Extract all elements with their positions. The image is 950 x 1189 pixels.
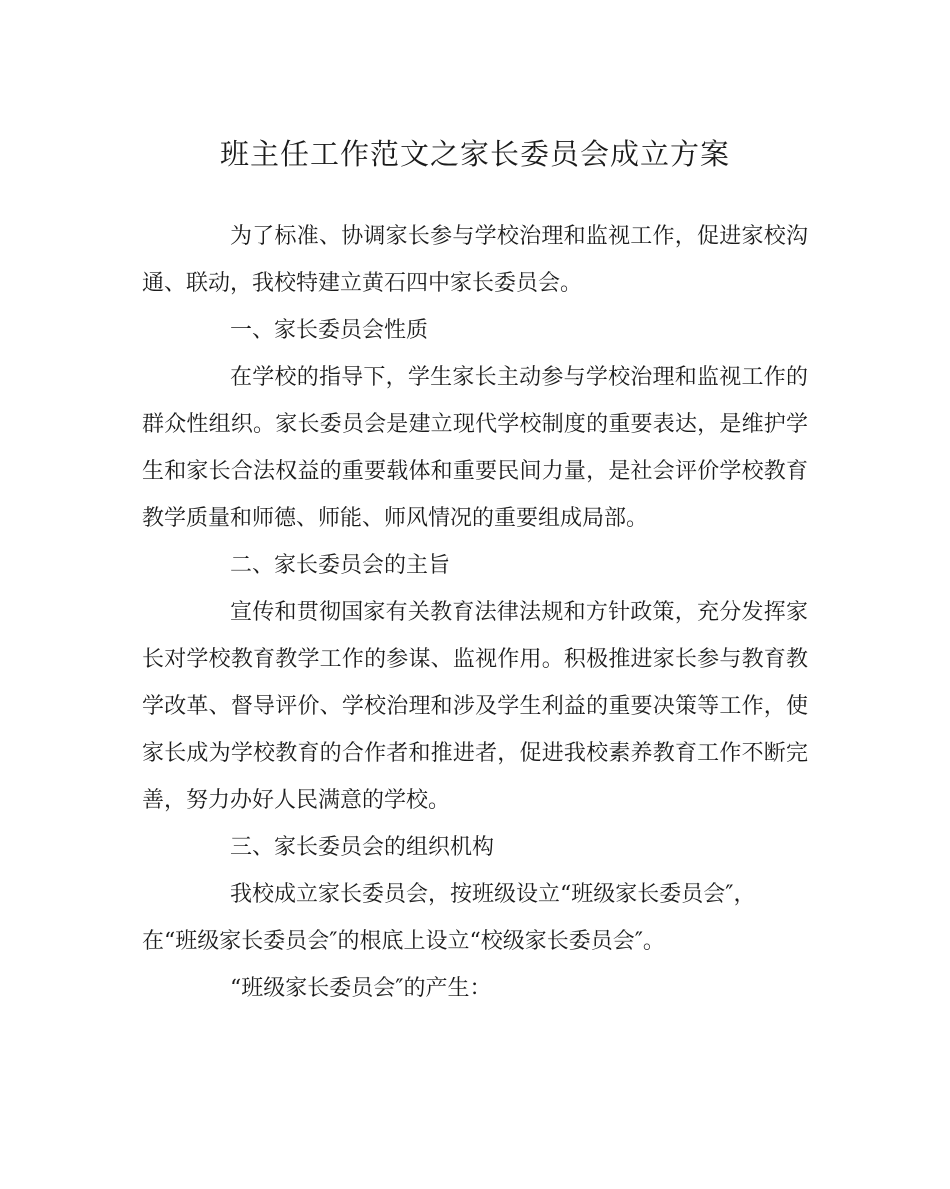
paragraph-intro: 为了标准、协调家长参与学校治理和监视工作，促进家校沟通、联动，我校特建立黄石四中家长委员会。 — [142, 224, 808, 296]
document-title: 班主任工作范文之家长委员会成立方案 — [219, 137, 730, 171]
paragraph-purpose: 宣传和贯彻国家有关教育法律法规和方针政策，充分发挥家长对学校教育教学工作的参谋、监视作用。积极推进家长参与教育教学改革、督导评价、学校治理和涉及学生利益的重要决策等工作，使家长成为学校教育的合作者和推进者，促进我校素养教育工作不断完善，努力办好人民满意的学校。 — [142, 600, 808, 813]
heading-purpose: 二、家长委员会的主旨 — [230, 553, 451, 578]
paragraph-nature: 在学校的指导下，学生家长主动参与学校治理和监视工作的群众性组织。家长委员会是建立现代学校制度的重要表达，是维护学生和家长合法权益的重要载体和重要民间力量，是社会评价学校教育教学质量和师德、师能、师风情况的重要组成局部。 — [142, 365, 808, 531]
heading-nature: 一、家长委员会性质 — [230, 318, 429, 343]
paragraph-class-committee: “班级家长委员会″的产生： — [230, 976, 492, 1001]
heading-organization: 三、家长委员会的组织机构 — [230, 835, 495, 860]
document-body — [142, 213, 808, 1012]
paragraph-organization: 我校成立家长委员会，按班级设立“班级家长委员会″，在“班级家长委员会″的根底上设立“校级家长委员会″。 — [142, 882, 756, 954]
